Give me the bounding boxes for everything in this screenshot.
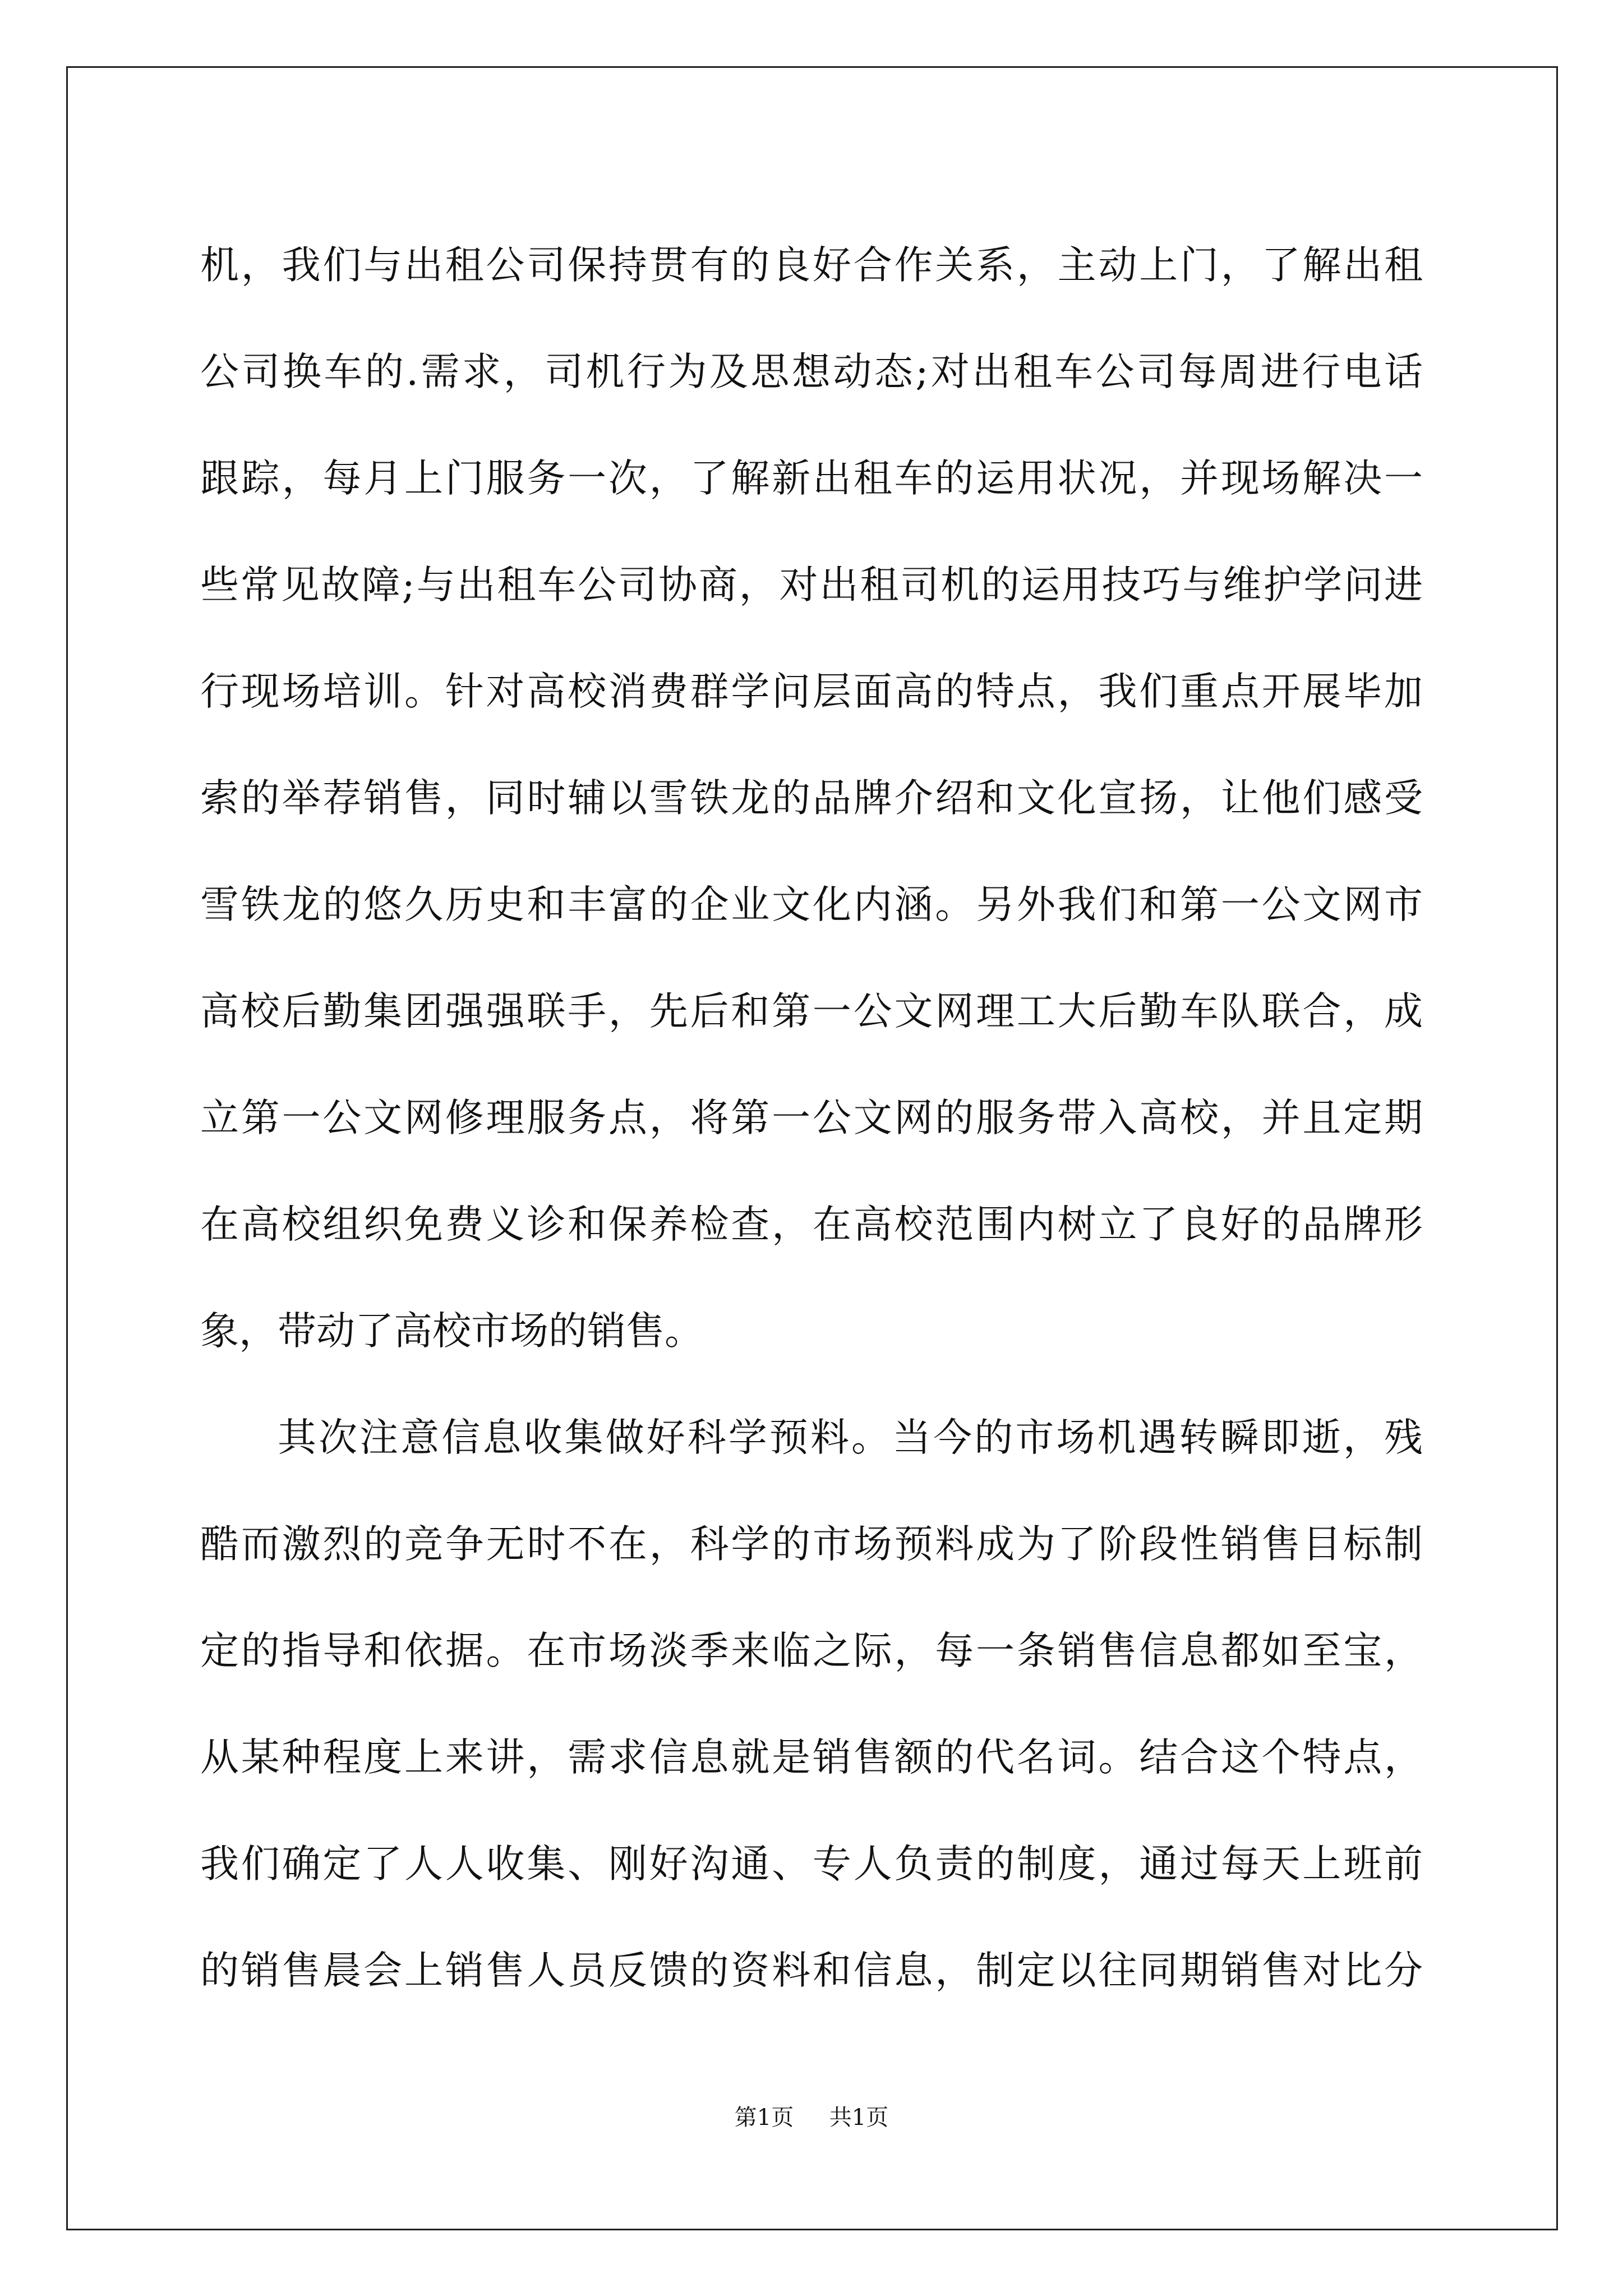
paragraph-line: 跟踪，每月上门服务一次，了解新出租车的运用状况，并现场解决一 [200,456,1423,501]
paragraph-line: 雪铁龙的悠久历史和丰富的企业文化内涵。另外我们和第一公文网市 [200,882,1423,927]
page-number: 第1页 [734,2105,794,2131]
paragraph-line: 定的指导和依据。在市场淡季来临之际，每一条销售信息都如至宝， [200,1628,1423,1673]
paragraph-line: 酷而激烈的竞争无时不在，科学的市场预料成为了阶段性销售目标制 [200,1522,1423,1567]
document-body [200,212,1423,2024]
page-total: 共1页 [829,2105,889,2131]
paragraph-line: 在高校组织免费义诊和保养检查，在高校范围内树立了良好的品牌形 [200,1202,1423,1247]
paragraph-line: 索的举荐销售，同时辅以雪铁龙的品牌介绍和文化宣扬，让他们感受 [200,776,1423,821]
paragraph-line: 公司换车的.需求，司机行为及思想动态;对出租车公司每周进行电话 [200,349,1423,394]
paragraph-line: 的销售晨会上销售人员反馈的资料和信息，制定以往同期销售对比分 [200,1948,1423,1993]
paragraph-line: 机，我们与出租公司保持贯有的良好合作关系，主动上门，了解出租 [200,243,1423,288]
paragraph-line: 立第一公文网修理服务点，将第一公文网的服务带入高校，并且定期 [200,1096,1423,1140]
page-footer [0,2101,1623,2134]
paragraph-line: 象，带动了高校市场的销售。 [200,1309,703,1354]
paragraph-line: 些常见故障;与出租车公司协商，对出租司机的运用技巧与维护学问进 [200,563,1423,608]
paragraph-line: 行现场培训。针对高校消费群学问层面高的特点，我们重点开展毕加 [200,669,1423,714]
paragraph-line: 从某种程度上来讲，需求信息就是销售额的代名词。结合这个特点， [200,1735,1423,1780]
paragraph-1 [200,212,1423,1384]
paragraph-2 [200,1384,1423,2024]
paragraph-line: 其次注意信息收集做好科学预料。当今的市场机遇转瞬即逝，残 [278,1415,1423,1460]
footer-spacer [801,2105,822,2131]
paragraph-line: 高校后勤集团强强联手，先后和第一公文网理工大后勤车队联合，成 [200,989,1423,1034]
paragraph-line: 我们确定了人人收集、刚好沟通、专人负责的制度，通过每天上班前 [200,1842,1423,1887]
